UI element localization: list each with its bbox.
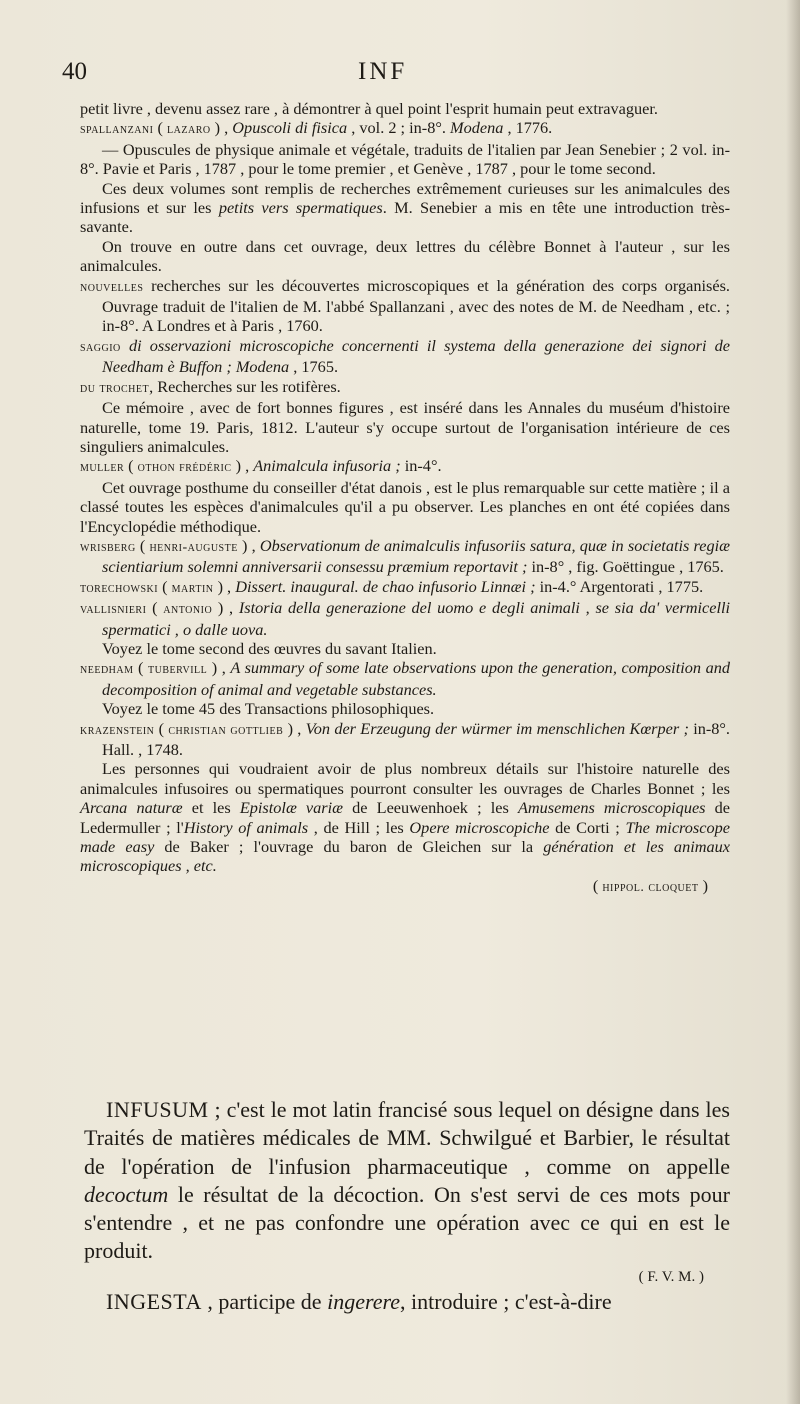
entry-ingesta: INGESTA , participe de ingerere, introduire ; c'est-à-dire	[106, 1288, 612, 1314]
paragraph-remark: Voyez le tome second des œuvres du savant Italien.	[102, 638, 437, 658]
bib-entry-du-trochet: du trochet, Recherches sur les rotifères.	[80, 376, 341, 396]
bib-entry-needham: needham ( tubervill ) , A summary of some late observations upon the generation, composition and decomposition of animal and vegetable substances.	[80, 658, 730, 699]
bib-entry-opuscules: — Opuscules de physique animale et végétale, traduits de l'italien par Jean Senebier ; 2 vol. in-8°. Pavie et Paris , 1787 , pour le tome premier , et Genève , 1787 , pour le tome second.	[80, 139, 730, 179]
headword-ingesta: INGESTA	[106, 1288, 202, 1314]
paragraph-remark: On trouve en outre dans cet ouvrage, deux lettres du célèbre Bonnet à l'auteur , sur les animalcules.	[80, 236, 730, 276]
main-entries	[84, 1096, 730, 1316]
bib-entry-spallanzani: spallanzani ( lazaro ) , Opuscoli di fisica , vol. 2 ; in-8°. Modena , 1776.	[80, 118, 553, 138]
paragraph-remark: Voyez le tome 45 des Transactions philosophiques.	[102, 699, 435, 719]
paragraph-remark: Ces deux volumes sont remplis de recherches extrêmement curieuses sur les animalcules des infusions et sur les petits vers spermatiques. M. Senebier a mis en tête une introduction très-savante.	[80, 178, 731, 237]
bib-entry-nouvelles: nouvelles recherches sur les découvertes microscopiques et la génération des corps organisés. Ouvrage traduit de l'italien de M. l'abbé Spallanzani , avec des notes de M. de Needham , etc. ; in-8°. A Londres et à Paris , 1760.	[80, 275, 730, 336]
author-signature: ( F. V. M. )	[638, 1268, 704, 1285]
bib-entry-vallisnieri: vallisnieri ( antonio ) , Istoria della generazione del uomo e degli animali , se sia da' vermicelli spermatici , o dalle uova.	[80, 598, 731, 639]
bib-entry-wrisberg: wrisberg ( henri-auguste ) , Observationum de animalculis infusoriis satura, quæ in societatis regiæ scientiarium solemni anniversarii consessu præmium reportavit ; in-8° , fig. Goëttingue , 1765.	[80, 535, 731, 577]
bib-entry-saggio: saggio di osservazioni microscopiche concernenti il systema della generazione dei signori de Needham è Buffon ; Modena , 1765.	[80, 335, 730, 377]
page-header	[62, 58, 752, 98]
paragraph-further-reading: Les personnes qui voudraient avoir de plus nombreux détails sur l'histoire naturelle des animalcules infusoires ou spermatiques pourront consulter les ouvrages de Charles Bonnet ; les Arcana naturæ et les Epistolæ variæ de Leeuwenhoek ; les Amusemens microscopiques de Ledermuller ; l'History of animals , de Hill ; les Opere microscopiche de Corti ; The microscope made easy de Baker ; l'ouvrage du baron de Gleichen sur la génération et les animaux microscopiques , etc.	[80, 759, 731, 876]
page-edge-shadow	[786, 0, 800, 1404]
author-signature: ( hippol. cloquet )	[592, 875, 708, 895]
running-head: INF	[358, 58, 408, 85]
bib-entry-torechowski: torechowski ( martin ) , Dissert. inaugural. de chao infusorio Linnæi ; in-4.° Argentorati , 1775.	[80, 576, 704, 596]
bibliography-section	[80, 99, 730, 897]
entry-infusum: INFUSUM ; c'est le mot latin francisé sous lequel on désigne dans les Traités de matières médicales de MM. Schwilgué et Barbier, le résultat de l'opération de l'infusion pharmaceutique , comme on appelle decoctum le résultat de la décoction. On s'est servi de ces mots pour s'entendre , et ne pas confondre une opération avec ce qui en est le produit.	[84, 1097, 730, 1264]
bib-entry-muller: muller ( othon frédéric ) , Animalcula infusoria ; in-4°.	[80, 456, 442, 476]
page-number: 40	[62, 58, 87, 85]
paragraph-continuation: petit livre , devenu assez rare , à démontrer à quel point l'esprit humain peut extravaguer.	[80, 99, 658, 118]
paragraph-remark: Ce mémoire , avec de fort bonnes figures , est inséré dans les Annales du muséum d'histoire naturelle, tome 19. Paris, 1812. L'auteur s'y occupe surtout de l'organisation intérieure de ces singuliers animalcules.	[80, 398, 730, 456]
paragraph-remark: Cet ouvrage posthume du conseiller d'état danois , est le plus remarquable sur cette matière ; il a classé toutes les espèces d'animalcules qu'il a pu observer. Les planches en ont été copiées dans l'Encyclopédie méthodique.	[80, 477, 730, 536]
headword-infusum: INFUSUM	[106, 1097, 209, 1122]
bib-entry-krazenstein: krazenstein ( christian gottlieb ) , Von der Erzeugung der würmer im menschlichen Kœrper ; in-8°. Hall. , 1748.	[80, 718, 731, 759]
